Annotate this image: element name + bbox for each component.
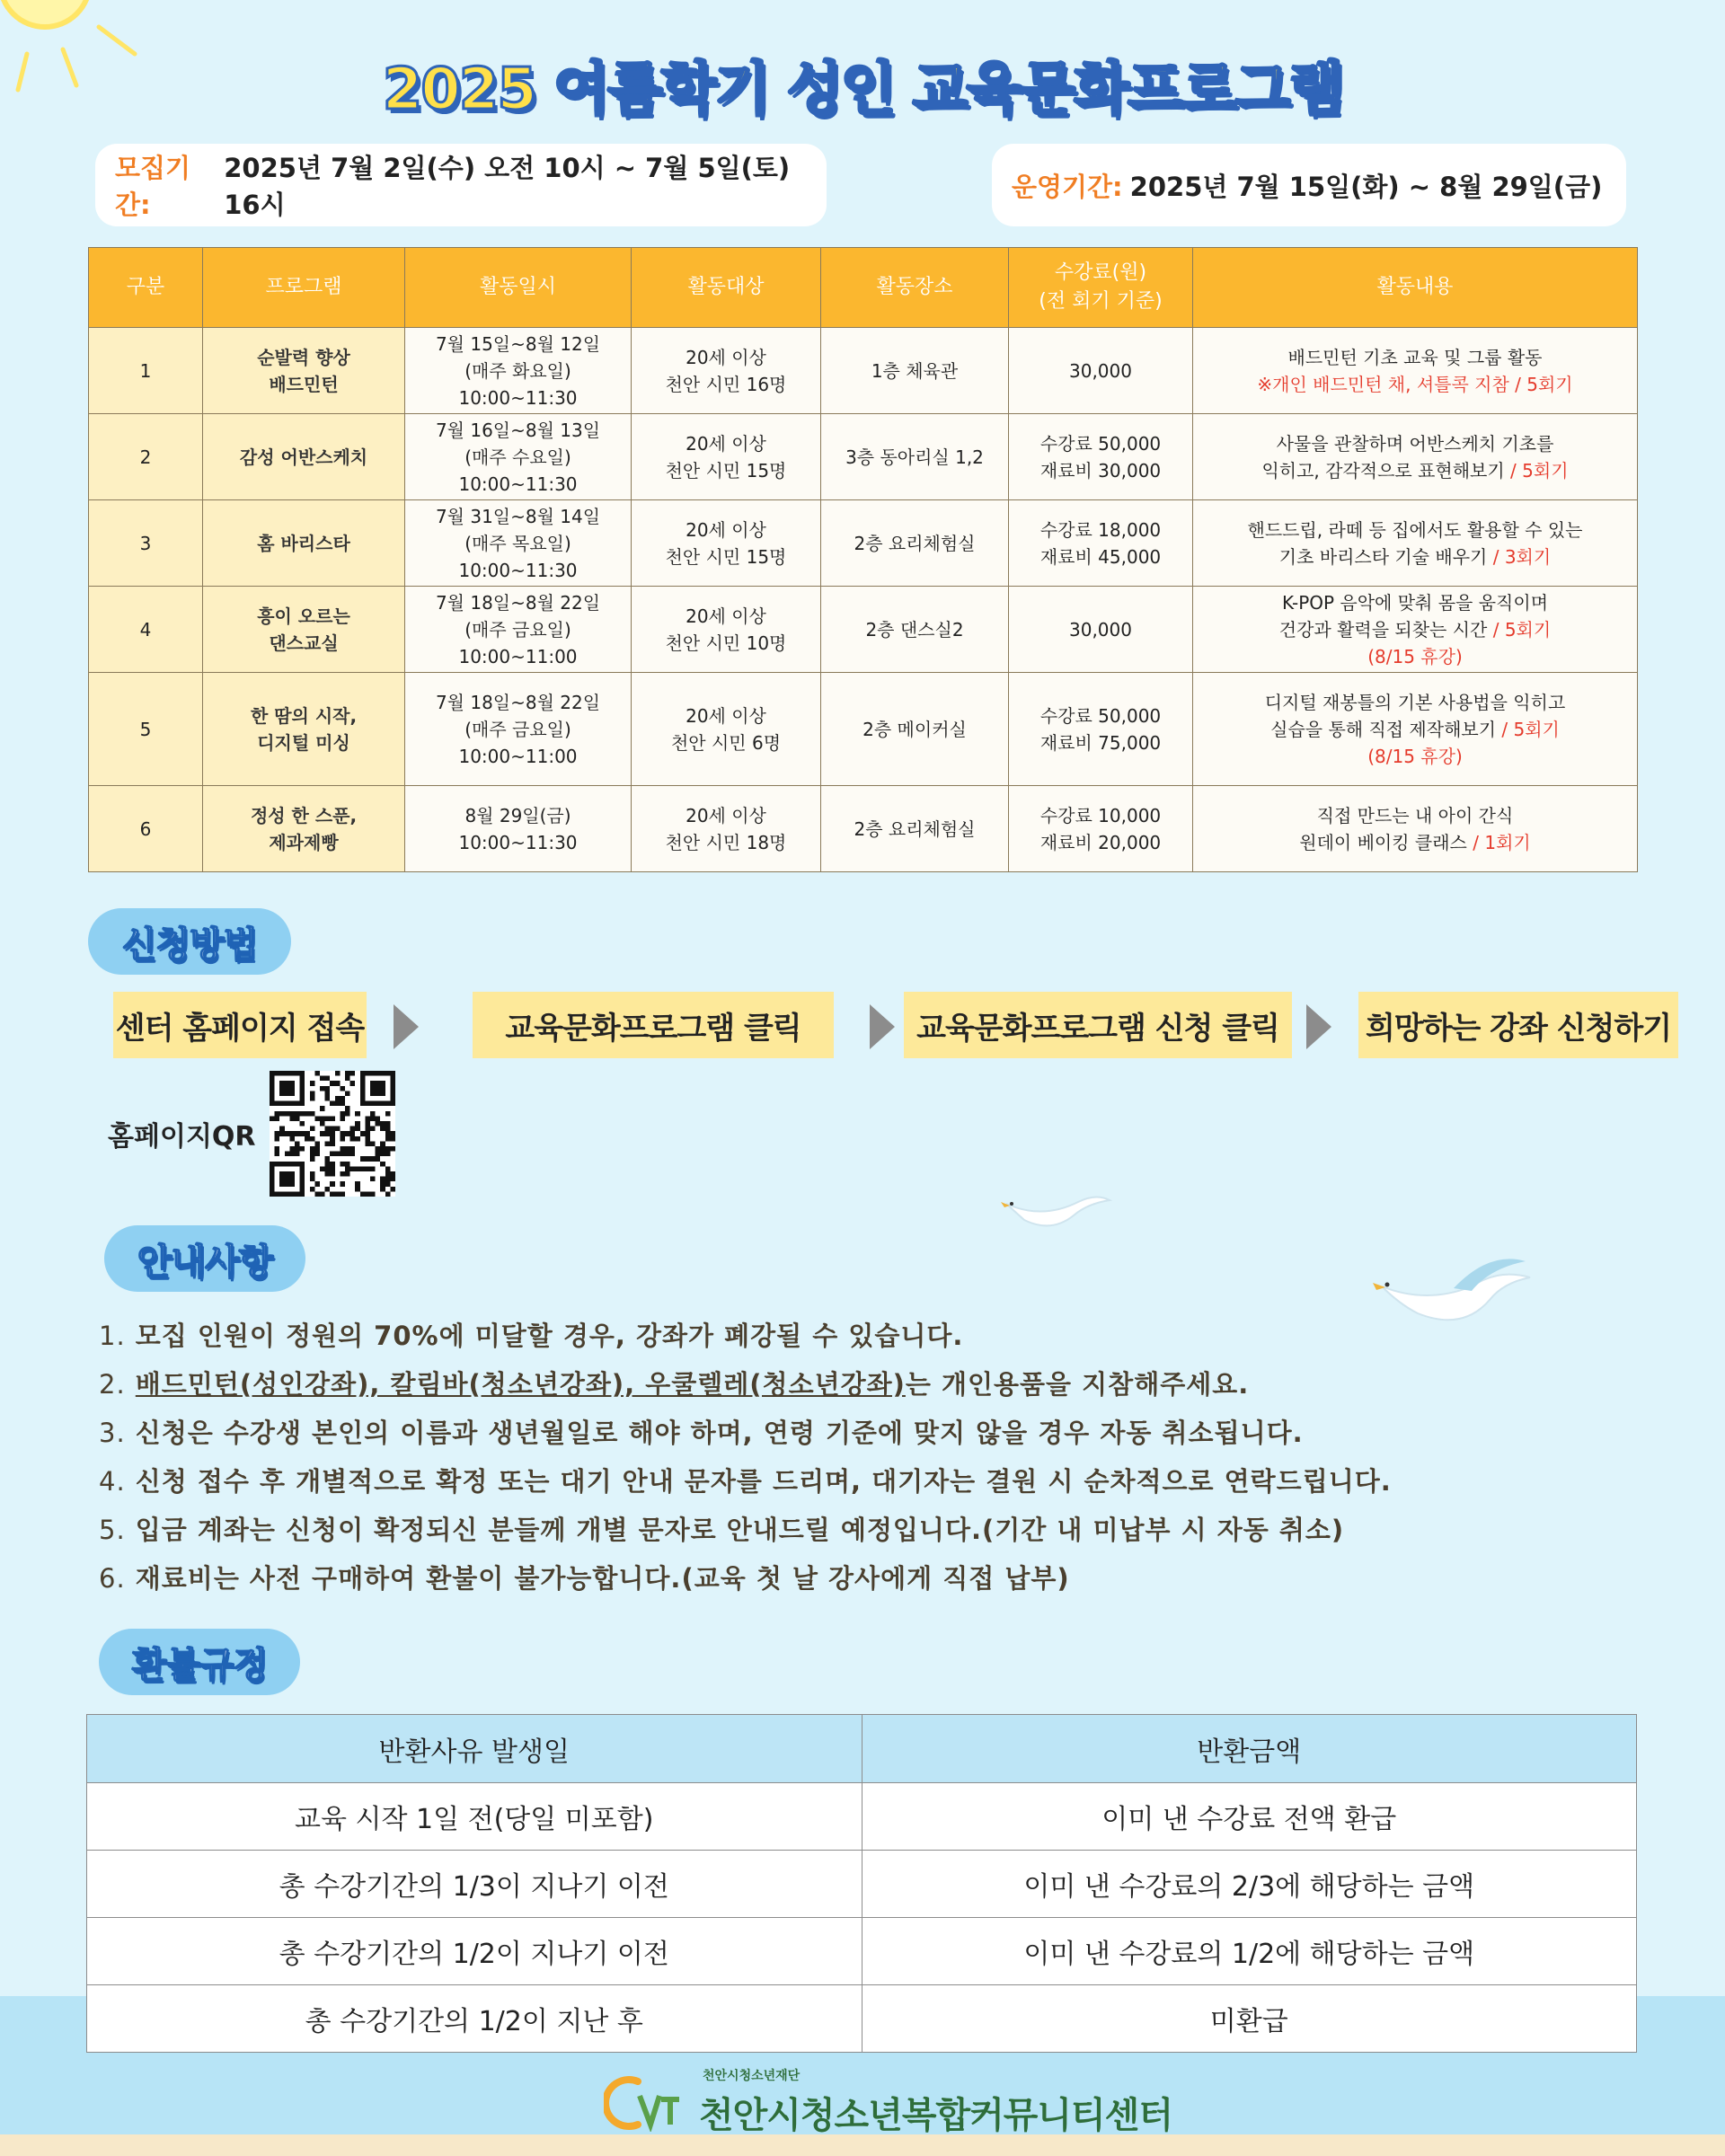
cell-date: 7월 18일~8월 22일 (매주 금요일) 10:00~11:00 — [405, 673, 632, 786]
cell-place: 2층 요리체험실 — [821, 500, 1009, 587]
header-target: 활동대상 — [632, 248, 821, 328]
cell-target: 20세 이상 천안 시민 6명 — [632, 673, 821, 786]
step-homepage: 센터 홈페이지 접속 — [113, 992, 367, 1058]
header-refund-reason: 반환사유 발생일 — [87, 1715, 862, 1783]
cell-fee: 수강료 50,000 재료비 75,000 — [1009, 673, 1193, 786]
cell-program: 홈 바리스타 — [203, 500, 405, 587]
cell-program: 한 땀의 시작, 디지털 미싱 — [203, 673, 405, 786]
refund-table-header — [87, 1715, 1637, 1783]
header-date: 활동일시 — [405, 248, 632, 328]
operate-label: 운영기간: — [1012, 171, 1123, 202]
header-num: 구분 — [89, 248, 203, 328]
recruit-value: 2025년 7월 2일(수) 오전 10시 ~ 7월 5일(토) 16시 — [224, 153, 791, 220]
cell-fee: 수강료 18,000 재료비 45,000 — [1009, 500, 1193, 587]
step-program-click: 교육문화프로그램 클릭 — [473, 992, 834, 1058]
cell-num: 5 — [89, 673, 203, 786]
cell-target: 20세 이상 천안 시민 10명 — [632, 587, 821, 673]
table-row — [89, 500, 1638, 587]
notice-item: 5. 입금 계좌는 신청이 확정되신 분들께 개별 문자로 안내드릴 예정입니다.(기간 내 미납부 시 자동 취소) — [99, 1515, 1345, 1545]
cell-target: 20세 이상 천안 시민 16명 — [632, 328, 821, 414]
cell-place: 2층 요리체험실 — [821, 786, 1009, 872]
cell-fee: 수강료 10,000 재료비 20,000 — [1009, 786, 1193, 872]
cell-place: 2층 댄스실2 — [821, 587, 1009, 673]
cell-num: 6 — [89, 786, 203, 872]
table-row: 총 수강기간의 1/2이 지난 후 미환급 — [87, 1985, 1637, 2053]
cell-date: 7월 15일~8월 12일 (매주 화요일) 10:00~11:30 — [405, 328, 632, 414]
notice-item: 4. 신청 접수 후 개별적으로 확정 또는 대기 안내 문자를 드리며, 대기자는 결원 시 순차적으로 연락드립니다. — [99, 1466, 1392, 1497]
cell-fee: 수강료 50,000 재료비 30,000 — [1009, 414, 1193, 500]
qr-label: 홈페이지QR — [108, 1121, 256, 1153]
cell-date: 7월 31일~8월 14일 (매주 목요일) 10:00~11:30 — [405, 500, 632, 587]
cell-content: 직접 만드는 내 아이 간식 원데이 베이킹 클래스 / 1회기 — [1193, 786, 1638, 872]
header-refund-amount: 반환금액 — [862, 1715, 1637, 1783]
header-content: 활동내용 — [1193, 248, 1638, 328]
recruit-label: 모집기간: — [115, 153, 191, 220]
header-place: 활동장소 — [821, 248, 1009, 328]
cell-place: 1층 체육관 — [821, 328, 1009, 414]
header-fee: 수강료(원) (전 회기 기준) — [1009, 248, 1193, 328]
operate-value: 2025년 7월 15일(화) ~ 8월 29일(금) — [1129, 171, 1603, 202]
table-row: 총 수강기간의 1/3이 지나기 이전 이미 낸 수강료의 2/3에 해당하는 금액 — [87, 1851, 1637, 1918]
cell-fee: 30,000 — [1009, 328, 1193, 414]
logo-main-text: 천안시청소년복합커뮤니티센터 — [699, 2094, 1172, 2136]
cell-program: 감성 어반스케치 — [203, 414, 405, 500]
cell-date: 7월 18일~8월 22일 (매주 금요일) 10:00~11:00 — [405, 587, 632, 673]
cell-content: 배드민턴 기초 교육 및 그룹 활동 ※개인 배드민턴 채, 셔틀콕 지참 / 5회기 — [1193, 328, 1638, 414]
program-table-header — [89, 248, 1638, 328]
notice-item: 2. 배드민턴(성인강좌), 칼림바(청소년강좌), 우쿨렐레(청소년강좌)는 개인용품을 지참해주세요. — [99, 1369, 1250, 1400]
recruit-period — [95, 144, 827, 226]
refund-tag: 환불규정 — [99, 1629, 300, 1695]
operate-period — [992, 144, 1626, 226]
table-row: 총 수강기간의 1/2이 지나기 이전 이미 낸 수강료의 1/2에 해당하는 금액 — [87, 1918, 1637, 1985]
cell-content: 핸드드립, 라떼 등 집에서도 활용할 수 있는 기초 바리스타 기술 배우기 / 3회기 — [1193, 500, 1638, 587]
cell-fee: 30,000 — [1009, 587, 1193, 673]
cell-num: 4 — [89, 587, 203, 673]
cell-date: 8월 29일(금) 10:00~11:30 — [405, 786, 632, 872]
header-program: 프로그램 — [203, 248, 405, 328]
cell-num: 3 — [89, 500, 203, 587]
cell-content: 사물을 관찰하며 어반스케치 기초를 익히고, 감각적으로 표현해보기 / 5회기 — [1193, 414, 1638, 500]
cell-target: 20세 이상 천안 시민 15명 — [632, 414, 821, 500]
cell-content: 디지털 재봉틀의 기본 사용법을 익히고 실습을 통해 직접 제작해보기 / 5회기 (8/15 휴강) — [1193, 673, 1638, 786]
notice-item: 6. 재료비는 사전 구매하여 환불이 불가능합니다.(교육 첫 날 강사에게 직접 납부) — [99, 1563, 1070, 1594]
cell-target: 20세 이상 천안 시민 18명 — [632, 786, 821, 872]
arrow-icon — [1306, 1004, 1331, 1049]
logo-sub-text: 천안시청소년재단 — [703, 2069, 801, 2083]
step-course-apply: 희망하는 강좌 신청하기 — [1358, 992, 1678, 1058]
notice-item: 3. 신청은 수강생 본인의 이름과 생년월일로 해야 하며, 연령 기준에 맞지 않을 경우 자동 취소됩니다. — [99, 1418, 1304, 1448]
table-row — [89, 328, 1638, 414]
info-tag: 안내사항 — [104, 1225, 305, 1292]
homepage-qr-code[interactable] — [270, 1071, 395, 1197]
step-apply-click: 교육문화프로그램 신청 클릭 — [904, 992, 1292, 1058]
cell-program: 정성 한 스푼, 제과제빵 — [203, 786, 405, 872]
page-title: 2025 여름학기 성인 교육문화프로그램 — [382, 57, 1343, 123]
arrow-icon — [394, 1004, 419, 1049]
center-logo — [604, 2064, 1172, 2136]
cell-num: 1 — [89, 328, 203, 414]
cell-date: 7월 16일~8월 13일 (매주 수요일) 10:00~11:30 — [405, 414, 632, 500]
cell-place: 2층 메이커실 — [821, 673, 1009, 786]
program-table — [88, 247, 1638, 872]
notice-list — [99, 1312, 1392, 1603]
notice-item: 1. 모집 인원이 정원의 70%에 미달할 경우, 강좌가 폐강될 수 있습니다. — [99, 1321, 964, 1351]
table-row — [89, 786, 1638, 872]
cell-num: 2 — [89, 414, 203, 500]
cell-program: 흥이 오르는 댄스교실 — [203, 587, 405, 673]
refund-table — [86, 1714, 1637, 2053]
arrow-icon — [870, 1004, 895, 1049]
table-row: 교육 시작 1일 전(당일 미포함) 이미 낸 수강료 전액 환급 — [87, 1783, 1637, 1851]
table-row — [89, 587, 1638, 673]
table-row — [89, 673, 1638, 786]
cell-program: 순발력 향상 배드민턴 — [203, 328, 405, 414]
method-tag: 신청방법 — [88, 908, 291, 975]
logo-mark-icon — [604, 2069, 685, 2132]
seagull-illustration — [988, 1184, 1114, 1238]
table-row — [89, 414, 1638, 500]
cell-content: K-POP 음악에 맞춰 몸을 움직이며 건강과 활력을 되찾는 시간 / 5회기 (8/15 휴강) — [1193, 587, 1638, 673]
cell-target: 20세 이상 천안 시민 15명 — [632, 500, 821, 587]
sand-background — [0, 2134, 1725, 2156]
cell-place: 3층 동아리실 1,2 — [821, 414, 1009, 500]
